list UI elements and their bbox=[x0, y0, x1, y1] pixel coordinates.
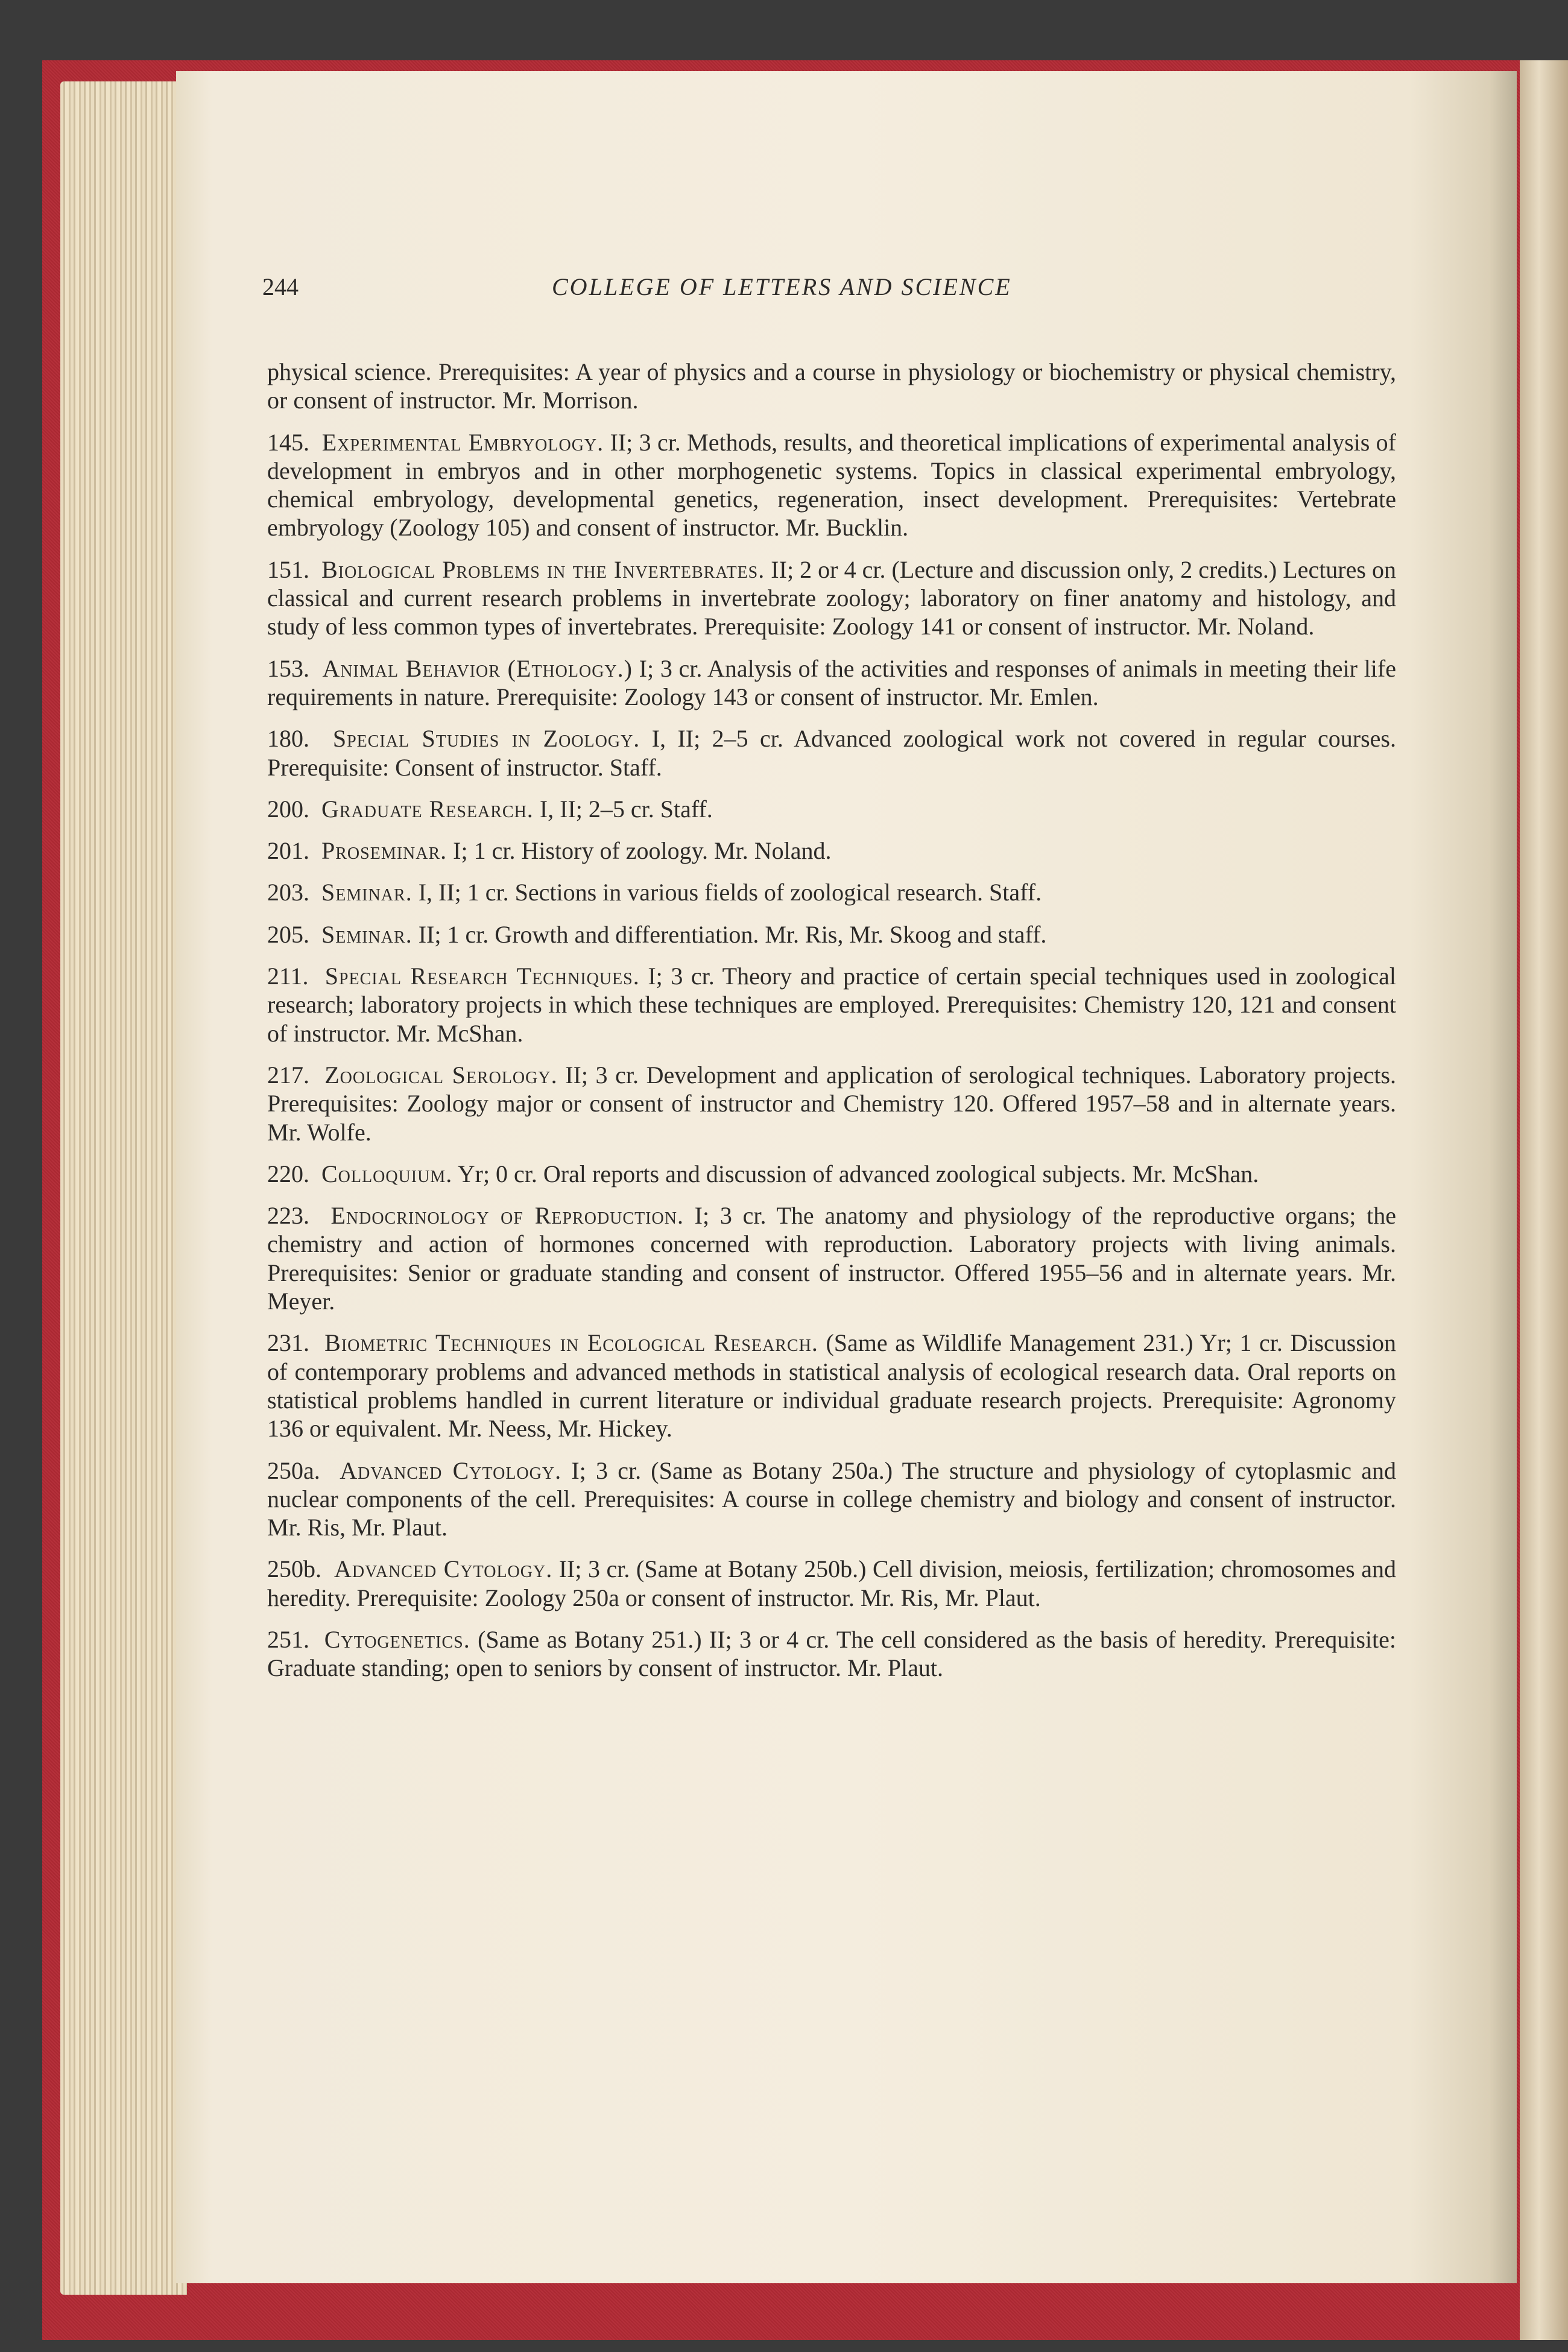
running-head bbox=[262, 273, 1408, 309]
course-description: I; 3 cr. Analysis of the activities and responses of animals in meeting their life requirements in nature. Prerequisite: Zoology 143 or consent of instructor. Mr. Emlen. bbox=[267, 654, 1396, 710]
course-number: 151. bbox=[267, 555, 309, 583]
course-entry bbox=[267, 1201, 1396, 1315]
course-entry bbox=[267, 654, 1396, 712]
course-entry bbox=[267, 1160, 1396, 1188]
course-title: Animal Behavior (Ethology.) bbox=[322, 654, 633, 682]
course-number: 145. bbox=[267, 428, 309, 456]
page-edges bbox=[60, 81, 187, 2295]
course-entry bbox=[267, 1555, 1396, 1612]
course-number: 203. bbox=[267, 879, 309, 906]
course-title: Advanced Cytology. bbox=[340, 1456, 562, 1484]
course-description: I, II; 1 cr. Sections in various fields of zoological research. Staff. bbox=[412, 879, 1042, 906]
course-title: Experimental Embryology. bbox=[321, 428, 604, 456]
course-description: II; 3 cr. Development and application of serological techniques. Laboratory projects. Prerequisites: Zoology major or consent of instructor and Chemistry 120. Offered 1957–58 and in alternate years. Mr. Wolfe. bbox=[267, 1061, 1397, 1146]
course-number: 250a. bbox=[267, 1456, 320, 1484]
course-title: Biometric Techniques in Ecological Research. bbox=[324, 1329, 818, 1357]
course-title: Special Research Techniques. bbox=[324, 963, 640, 990]
facing-page-edge bbox=[1520, 60, 1568, 2340]
course-entry bbox=[267, 1625, 1396, 1683]
course-number: 251. bbox=[267, 1625, 309, 1653]
course-title: Seminar. bbox=[321, 879, 413, 906]
course-description: I; 3 cr. Theory and practice of certain special techniques used in zoological research; laboratory projects in which these techniques are employed. Prerequisites: Chemistry 120, 121 and consent of instructor. Mr. McShan. bbox=[267, 963, 1396, 1047]
course-description: I, II; 2–5 cr. Advanced zoological work not covered in regular courses. Prerequisite: Consent of instructor. Staff. bbox=[267, 725, 1396, 781]
course-title: Seminar. bbox=[321, 920, 413, 948]
course-number: 223. bbox=[267, 1202, 309, 1230]
course-number: 180. bbox=[267, 725, 309, 753]
course-title: Colloquium. bbox=[321, 1160, 453, 1187]
course-entry bbox=[267, 920, 1396, 949]
course-entry bbox=[267, 1061, 1396, 1146]
course-title: Biological Problems in the Invertebrates. bbox=[321, 555, 765, 583]
course-title: Graduate Research. bbox=[321, 795, 534, 823]
course-title: Special Studies in Zoology. bbox=[332, 725, 640, 753]
course-title: Proseminar. bbox=[321, 837, 447, 865]
course-description: I; 1 cr. History of zoology. Mr. Noland. bbox=[447, 837, 832, 865]
course-description: I; 3 cr. (Same as Botany 250a.) The structure and physiology of cytoplasmic and nuclear components of the cell. Prerequisites: A course in college chemistry and biology and consent of instructor. Mr. Ris, Mr. Plaut. bbox=[267, 1456, 1396, 1541]
page-gutter-shadow bbox=[1490, 71, 1517, 2283]
course-entry bbox=[267, 962, 1396, 1048]
course-entry bbox=[267, 555, 1396, 641]
course-entry bbox=[267, 428, 1396, 542]
course-number: 250b. bbox=[267, 1555, 321, 1583]
course-description: II; 1 cr. Growth and differentiation. Mr. Ris, Mr. Skoog and staff. bbox=[412, 920, 1047, 948]
course-number: 200. bbox=[267, 795, 309, 823]
course-entry bbox=[267, 1329, 1396, 1443]
course-number: 231. bbox=[267, 1329, 309, 1357]
course-entry bbox=[267, 795, 1396, 823]
course-description: II; 3 cr. (Same at Botany 250b.) Cell division, meiosis, fertilization; chromosomes and heredity. Prerequisite: Zoology 250a or consent of instructor. Mr. Ris, Mr. Plaut. bbox=[267, 1555, 1396, 1611]
header-title: COLLEGE OF LETTERS AND SCIENCE bbox=[552, 273, 1012, 300]
course-entry bbox=[267, 724, 1396, 782]
course-number: 201. bbox=[267, 837, 309, 865]
course-description: Yr; 0 cr. Oral reports and discussion of advanced zoological subjects. Mr. McShan. bbox=[452, 1160, 1259, 1187]
course-description: II; 2 or 4 cr. (Lecture and discussion only, 2 credits.) Lectures on classical and current research problems in invertebrate zoology; laboratory on finer anatomy and histology, and study of less common types of invertebrates. Prerequisite: Zoology 141 or consent of instructor. Mr. Noland. bbox=[267, 555, 1397, 640]
course-title: Advanced Cytology. bbox=[334, 1555, 553, 1583]
course-description: (Same as Wildlife Management 231.) Yr; 1 cr. Discussion of contemporary problems and advanced methods in statistical analysis of ecological research data. Oral reports on statistical problems handled in current literature or individual graduate research projects. Prerequisite: Agronomy 136 or equivalent. Mr. Neess, Mr. Hickey. bbox=[267, 1329, 1397, 1443]
course-description: II; 3 cr. Methods, results, and theoretical implications of experimental analysis of development in embryos and in other morphogenetic systems. Topics in classical experimental embryology, chemical embryology, developmental genetics, regeneration, insect development. Prerequisites: Vertebrate embryology (Zoology 105) and consent of instructor. Mr. Bucklin. bbox=[267, 428, 1396, 542]
course-number: 217. bbox=[267, 1061, 309, 1089]
course-description: I; 3 cr. The anatomy and physiology of the reproductive organs; the chemistry and action of hormones concerned with reproduction. Laboratory projects with living animals. Prerequisites: Senior or graduate standing and consent of instructor. Offered 1955–56 and in alternate years. Mr. Meyer. bbox=[267, 1202, 1397, 1315]
course-list bbox=[267, 428, 1396, 1683]
course-number: 220. bbox=[267, 1160, 309, 1187]
course-title: Endocrinology of Reproduction. bbox=[330, 1202, 684, 1230]
page-number: 244 bbox=[262, 273, 299, 300]
course-title: Cytogenetics. bbox=[324, 1625, 470, 1653]
body-text bbox=[267, 358, 1396, 1696]
course-title: Zoological Serology. bbox=[324, 1061, 558, 1089]
course-description: I, II; 2–5 cr. Staff. bbox=[533, 795, 713, 823]
course-entry bbox=[267, 878, 1396, 906]
continuation-paragraph: physical science. Prerequisites: A year of physics and a course in physiology or biochemistry or physical chemistry, or consent of instructor. Mr. Morrison. bbox=[267, 358, 1396, 414]
course-entry bbox=[267, 1456, 1396, 1542]
course-entry bbox=[267, 836, 1396, 865]
course-number: 153. bbox=[267, 654, 309, 682]
course-number: 205. bbox=[267, 920, 309, 948]
course-description: (Same as Botany 251.) II; 3 or 4 cr. The cell considered as the basis of heredity. Prerequisite: Graduate standing; open to seniors by consent of instructor. Mr. Plaut. bbox=[267, 1625, 1396, 1682]
course-number: 211. bbox=[267, 963, 309, 990]
